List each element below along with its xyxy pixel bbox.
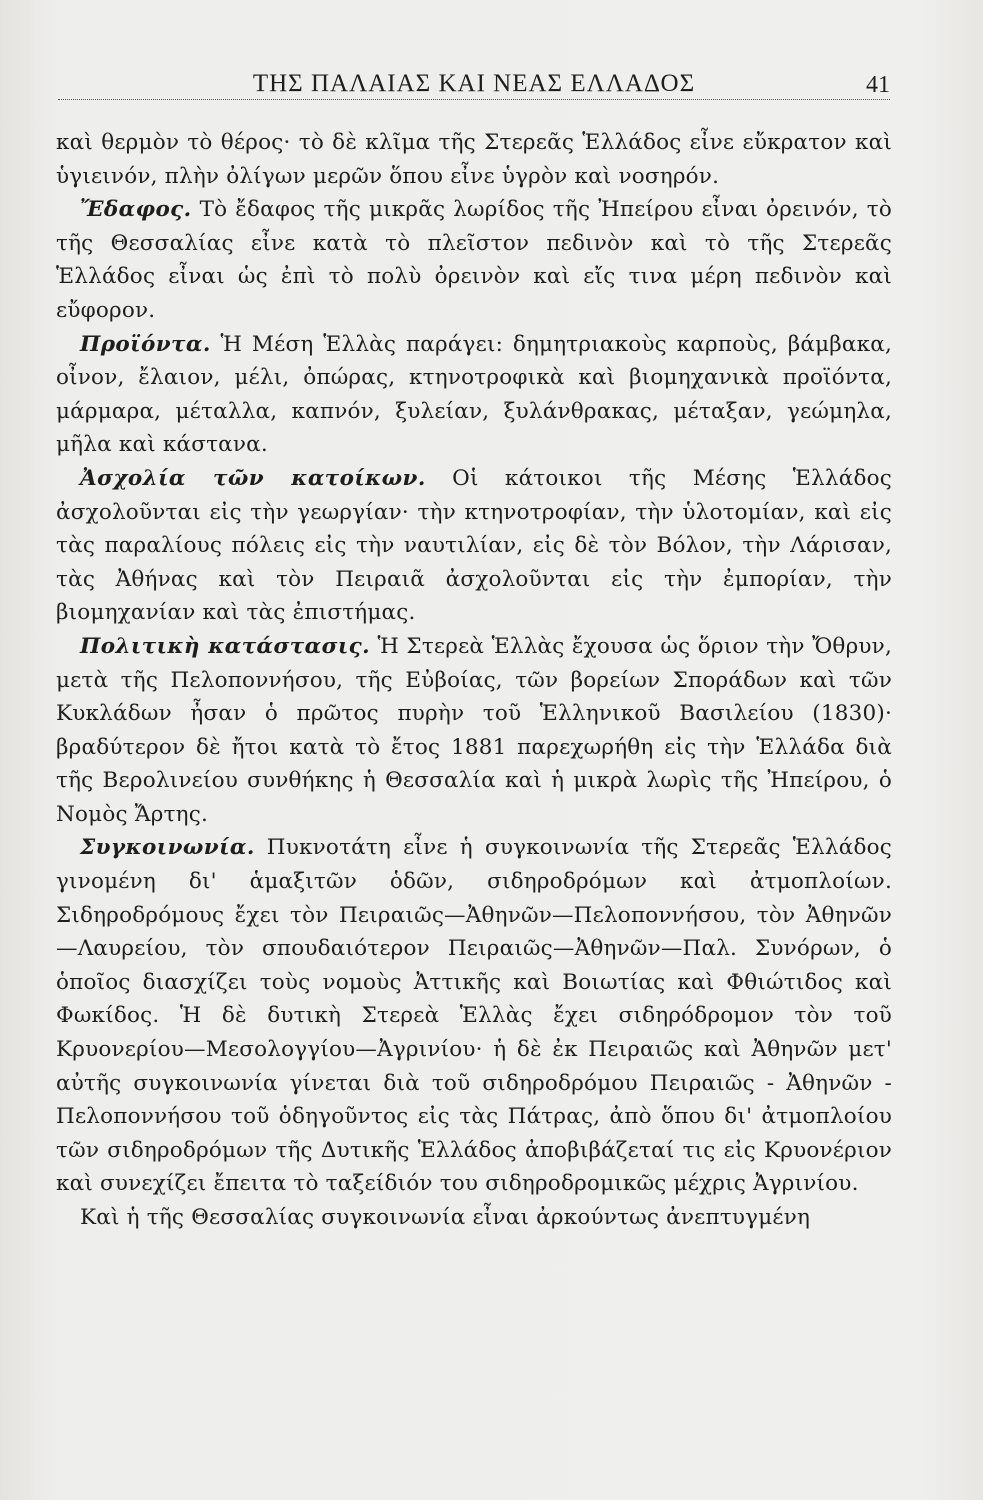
paragraph-soil	[56, 193, 892, 327]
section-heading-communication: Συγκοινωνία.	[80, 835, 255, 861]
paragraph-climate-continuation	[56, 126, 892, 193]
paragraph-political-status	[56, 630, 892, 832]
body-text	[56, 126, 892, 1235]
header-rule	[58, 99, 890, 100]
paragraph-text: Οἱ κάτοικοι τῆς Μέσης Ἑλλάδος ἀσχολοῦνται εἰς τὴν γεωργίαν· τὴν κτηνοτροφίαν, τὴν ὑλοτομίαν, καὶ εἰς τὰς παραλίους πόλεις εἰς τὴν ναυτιλίαν, εἰς δὲ τὸν Βόλον, τὴν Λάρισαν, τὰς Ἀθήνας καὶ τὸν Πειραιᾶ ἀσχολοῦνται εἰς τὴν ἐμπορίαν, τὴν βιομηχανίαν καὶ τὰς ἐπιστήμας.	[56, 465, 892, 626]
paragraph-text: Τὸ ἔδαφος τῆς μικρᾶς λωρίδος τῆς Ἠπείρου εἶναι ὀρεινόν, τὸ τῆς Θεσσαλίας εἶνε κατὰ τὸ πλεῖστον πεδινὸν καὶ τὸ τῆς Στερεᾶς Ἑλλάδος εἶναι ὡς ἐπὶ τὸ πολὺ ὀρεινὸν καὶ εἴς τινα μέρη πεδινὸν καὶ εὔφορον.	[56, 197, 892, 323]
paragraph-text: Ἡ Μέση Ἑλλὰς παράγει: δημητριακοὺς καρποὺς, βάμβακα, οἶνον, ἔλαιον, μέλι, ὀπώρας, κτηνοτροφικὰ καὶ βιομηχανικὰ προϊόντα, μάρμαρα, μέταλλα, καπνόν, ξυλείαν, ξυλάνθρακας, μέταξαν, γεώμηλα, μῆλα καὶ κάστανα.	[56, 331, 892, 458]
section-heading-soil: Ἔδαφος.	[80, 197, 192, 223]
section-heading-occupations: Ἀσχολία τῶν κατοίκων.	[80, 465, 426, 491]
section-heading-products: Προϊόντα.	[80, 331, 211, 357]
section-heading-political-status: Πολιτικὴ κατάστασις.	[80, 633, 371, 659]
paragraph-text: Ἡ Στερεὰ Ἑλλὰς ἔχουσα ὡς ὅριον τὴν Ὄθρυν, μετὰ τῆς Πελοποννήσου, τῆς Εὐβοίας, τῶν βορείων Σποράδων καὶ τῶν Κυκλάδων ἦσαν ὁ πρῶτος πυρὴν τοῦ Ἑλληνικοῦ Βασιλείου (1830)· βραδύτερον δὲ ἤτοι κατὰ τὸ ἔτος 1881 παρεχωρήθη εἰς τὴν Ἑλλάδα διὰ τῆς Βερολινείου συνθήκης ἡ Θεσσαλία καὶ ἡ μικρὰ λωρὶς τῆς Ἠπείρου, ὁ Νομὸς Ἄρτης.	[56, 633, 892, 827]
paragraph-text: Καὶ ἡ τῆς Θεσσαλίας συγκοινωνία εἶναι ἀρκούντως ἀνεπτυγμένη	[80, 1205, 811, 1230]
paragraph-communication	[56, 831, 892, 1201]
running-header	[58, 62, 890, 102]
paragraph-thessaly	[56, 1201, 892, 1235]
paragraph-text: καὶ θερμὸν τὸ θέρος· τὸ δὲ κλῖμα τῆς Στερεᾶς Ἑλλάδος εἶνε εὔκρατον καὶ ὑγιεινόν, πλὴν ὀλίγων μερῶν ὅπου εἶνε ὑγρὸν καὶ νοσηρόν.	[56, 130, 892, 189]
running-title: ΤΗΣ ΠΑΛΑΙΑΣ ΚΑΙ ΝΕΑΣ ΕΛΛΑΔΟΣ	[252, 70, 696, 97]
paragraph-text: Πυκνοτάτη εἶνε ἡ συγκοινωνία τῆς Στερεᾶς Ἑλλάδος γινομένη δι' ἁμαξιτῶν ὁδῶν, σιδηροδρόμων καὶ ἀτμοπλοίων. Σιδηροδρόμους ἔχει τὸν Πειραιῶς—Ἀθηνῶν—Πελοποννήσου, τὸν Ἀθηνῶν—Λαυρείου, τὸν σπουδαιότερον Πειραιῶς—Ἀθηνῶν—Παλ. Συνόρων, ὁ ὁποῖος διασχίζει τοὺς νομοὺς Ἀττικῆς καὶ Βοιωτίας καὶ Φθιώτιδος καὶ Φωκίδος. Ἡ δὲ δυτικὴ Στερεὰ Ἑλλὰς ἔχει σιδηρόδρομον τὸν τοῦ Κρυονερίου—Μεσολογγίου—Ἀγρινίου· ἡ δὲ ἐκ Πειραιῶς καὶ Ἀθηνῶν μετ' αὐτῆς συγκοινωνία γίνεται διὰ τοῦ σιδηροδρόμου Πειραιῶς - Ἀθηνῶν - Πελοποννήσου τοῦ ὁδηγοῦντος εἰς τὰς Πάτρας, ἀπὸ ὅπου δι' ἀτμοπλοίου τῶν σιδηροδρόμων τῆς Δυτικῆς Ἑλλάδος ἀποβιβάζεταί τις εἰς Κρυονέριον καὶ συνεχίζει ἔπειτα τὸ ταξείδιόν του σιδηροδρομικῶς μέχρις Ἀγρινίου.	[56, 835, 892, 1197]
paragraph-products	[56, 328, 892, 462]
page-number: 41	[866, 72, 890, 98]
paragraph-occupations	[56, 462, 892, 630]
